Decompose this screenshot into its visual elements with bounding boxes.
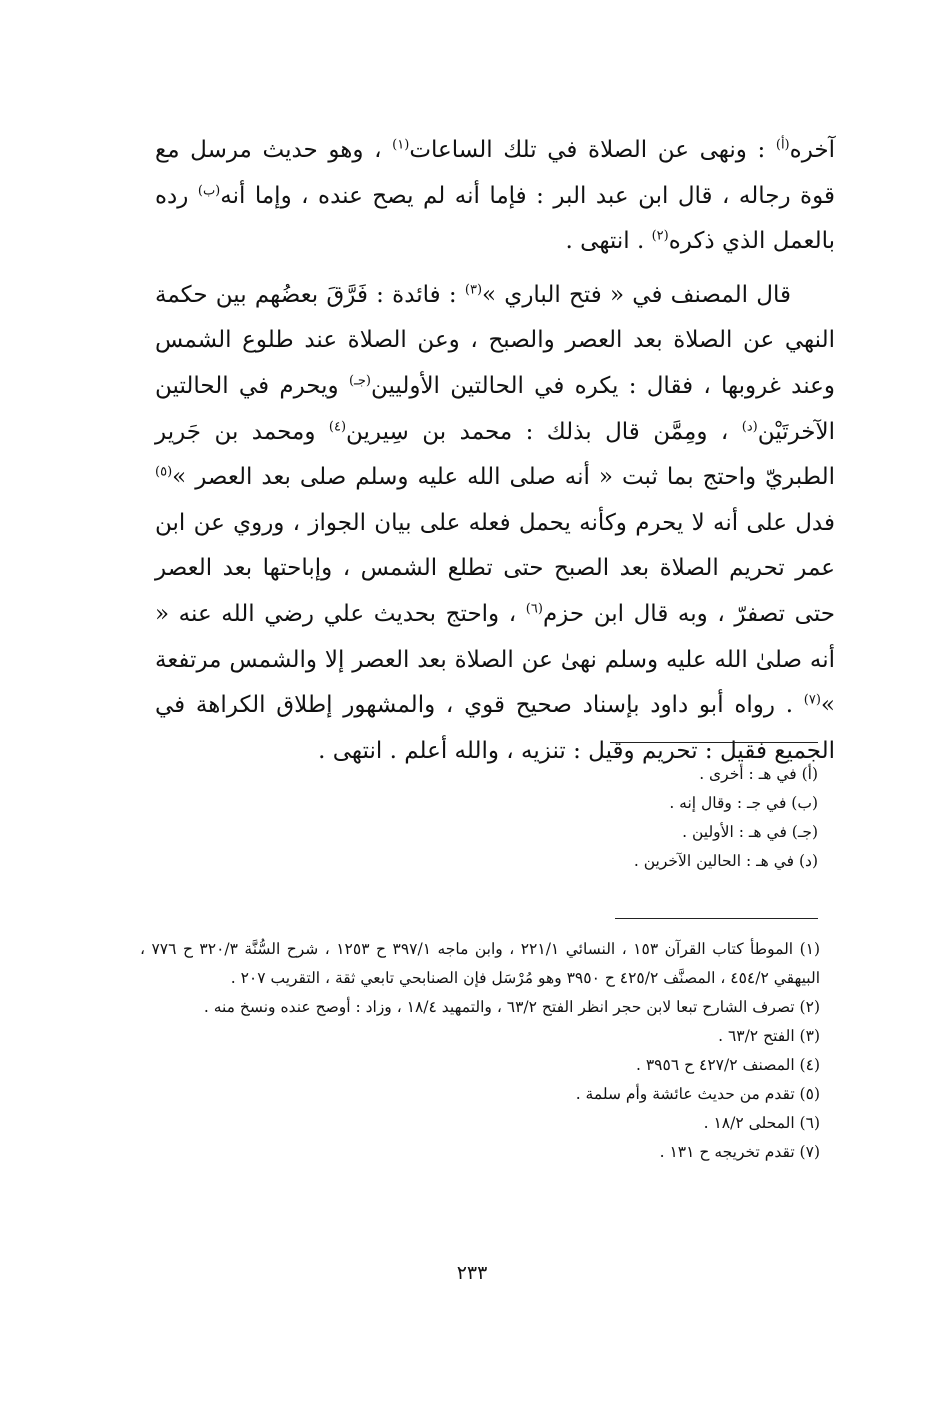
paragraph-fath-al-bari (155, 273, 835, 775)
footnote: (٦) المحلى ١٨/٢ . (703, 1114, 820, 1132)
text-run: ومحمد بن جَرير الطبريّ واحتج بما ثبت « أنه صلى الله عليه وسلم صلى بعد العصر » (155, 418, 835, 491)
footnote: (١) الموطأ كتاب القرآن ١٥٣ ، النسائي ٢٢١/١ ، وابن ماجه ٣٩٧/١ ح ١٢٥٣ ، شرح السُّنَّة ٣٢٠/٣ ح ٧٧٦ ، البيهقي ٤٥٤/٢ ، المصنَّف ٤٢٥/٢ ح ٣٩٥٠ وهو مُرْسَل فإن الصنابحي تابعي ثقة ، التقريب ٢٠٧ . (140, 940, 821, 987)
reference-marker: (٧) (803, 692, 821, 708)
variant-notes-divider (610, 742, 818, 743)
text-run: . رواه أبو داود بإسناد صحيح قوي ، والمشهور إطلاق الكراهة في الجميع فقيل : تحريم وقيل : تنزيه ، والله أعلم . انتهى . (155, 692, 835, 764)
reference-marker: (٥) (155, 464, 173, 480)
text-run: ، وهو حديث مرسل مع قوة رجاله ، قال ابن عبد البر : فإما أنه لم يصح عنده ، وإما أنه (155, 137, 835, 209)
main-text (155, 128, 835, 774)
reference-marker: (ب) (197, 182, 221, 198)
text-run: رده بالعمل الذي ذكره (155, 182, 835, 255)
text-run: ، ومِمَّن قال بذلك : محمد بن سِيرين (346, 418, 742, 445)
reference-marker: (٣) (464, 282, 483, 298)
reference-marker: (جـ) (348, 373, 371, 389)
variant-notes (400, 760, 818, 876)
reference-marker: (٤) (328, 418, 347, 434)
footnote: (٢) تصرف الشارح تبعا لابن حجر انظر الفتح ٦٣/٢ ، والتمهيد ١٨/٤ ، وزاد : أوصح عنده ونسخ منه . (203, 998, 820, 1016)
reference-marker: (١) (392, 137, 410, 153)
variant-note: (أ) في هـ : أخرى . (699, 765, 818, 783)
text-run: ويحرم في الحالتين الآخرتَيْن (155, 372, 835, 445)
paragraph-continuation (155, 128, 835, 265)
reference-marker: (أ) (775, 137, 790, 153)
footnote: (٤) المصنف ٤٢٧/٢ ح ٣٩٥٦ . (635, 1056, 820, 1074)
text-run: : فائدة : فَرَّقَ بعضُهم بين حكمة النهي عن الصلاة بعد العصر والصبح ، وعن الصلاة عند طلوع الشمس وعند غروبها ، فقال : يكره في الحالتين الأوليين (155, 281, 835, 399)
footnotes-divider (615, 918, 818, 919)
text-run: : ونهى عن الصلاة في تلك الساعات (409, 137, 776, 163)
text-run: قال المصنف في « فتح الباري » (482, 281, 792, 308)
footnote: (٣) الفتح ٦٣/٢ . (718, 1027, 820, 1045)
text-run: فدل على أنه لا يحرم وكأنه يحمل فعله على بيان الجواز ، وروي عن ابن عمر تحريم الصلاة بعد الصبح حتى تطلع الشمس ، وإباحتها بعد العصر حتى تصفرّ ، وبه قال ابن حزم (155, 509, 835, 627)
reference-marker: (٦) (525, 601, 543, 617)
reference-marker: (د) (741, 418, 758, 434)
text-run: ، واحتج بحديث علي رضي الله عنه « أنه صلىٰ الله عليه وسلم نهىٰ عن الصلاة بعد العصر إلا والشمس مرتفعة » (155, 600, 835, 719)
footnotes (140, 935, 820, 1167)
variant-note: (جـ) في هـ : الأولين . (682, 823, 818, 841)
footnote: (٧) تقدم تخريجه ح ١٣١ . (659, 1143, 820, 1161)
variant-note: (د) في هـ : الحالين الآخرين . (633, 852, 818, 870)
variant-note: (ب) في جـ : وقال إنه . (669, 794, 818, 812)
reference-marker: (٢) (651, 228, 669, 244)
footnote: (٥) تقدم من حديث عائشة وأم سلمة . (575, 1085, 820, 1103)
text-run: آخره (789, 137, 835, 163)
page-number: ٢٣٣ (456, 1262, 488, 1284)
text-run: . انتهى . (565, 228, 652, 255)
